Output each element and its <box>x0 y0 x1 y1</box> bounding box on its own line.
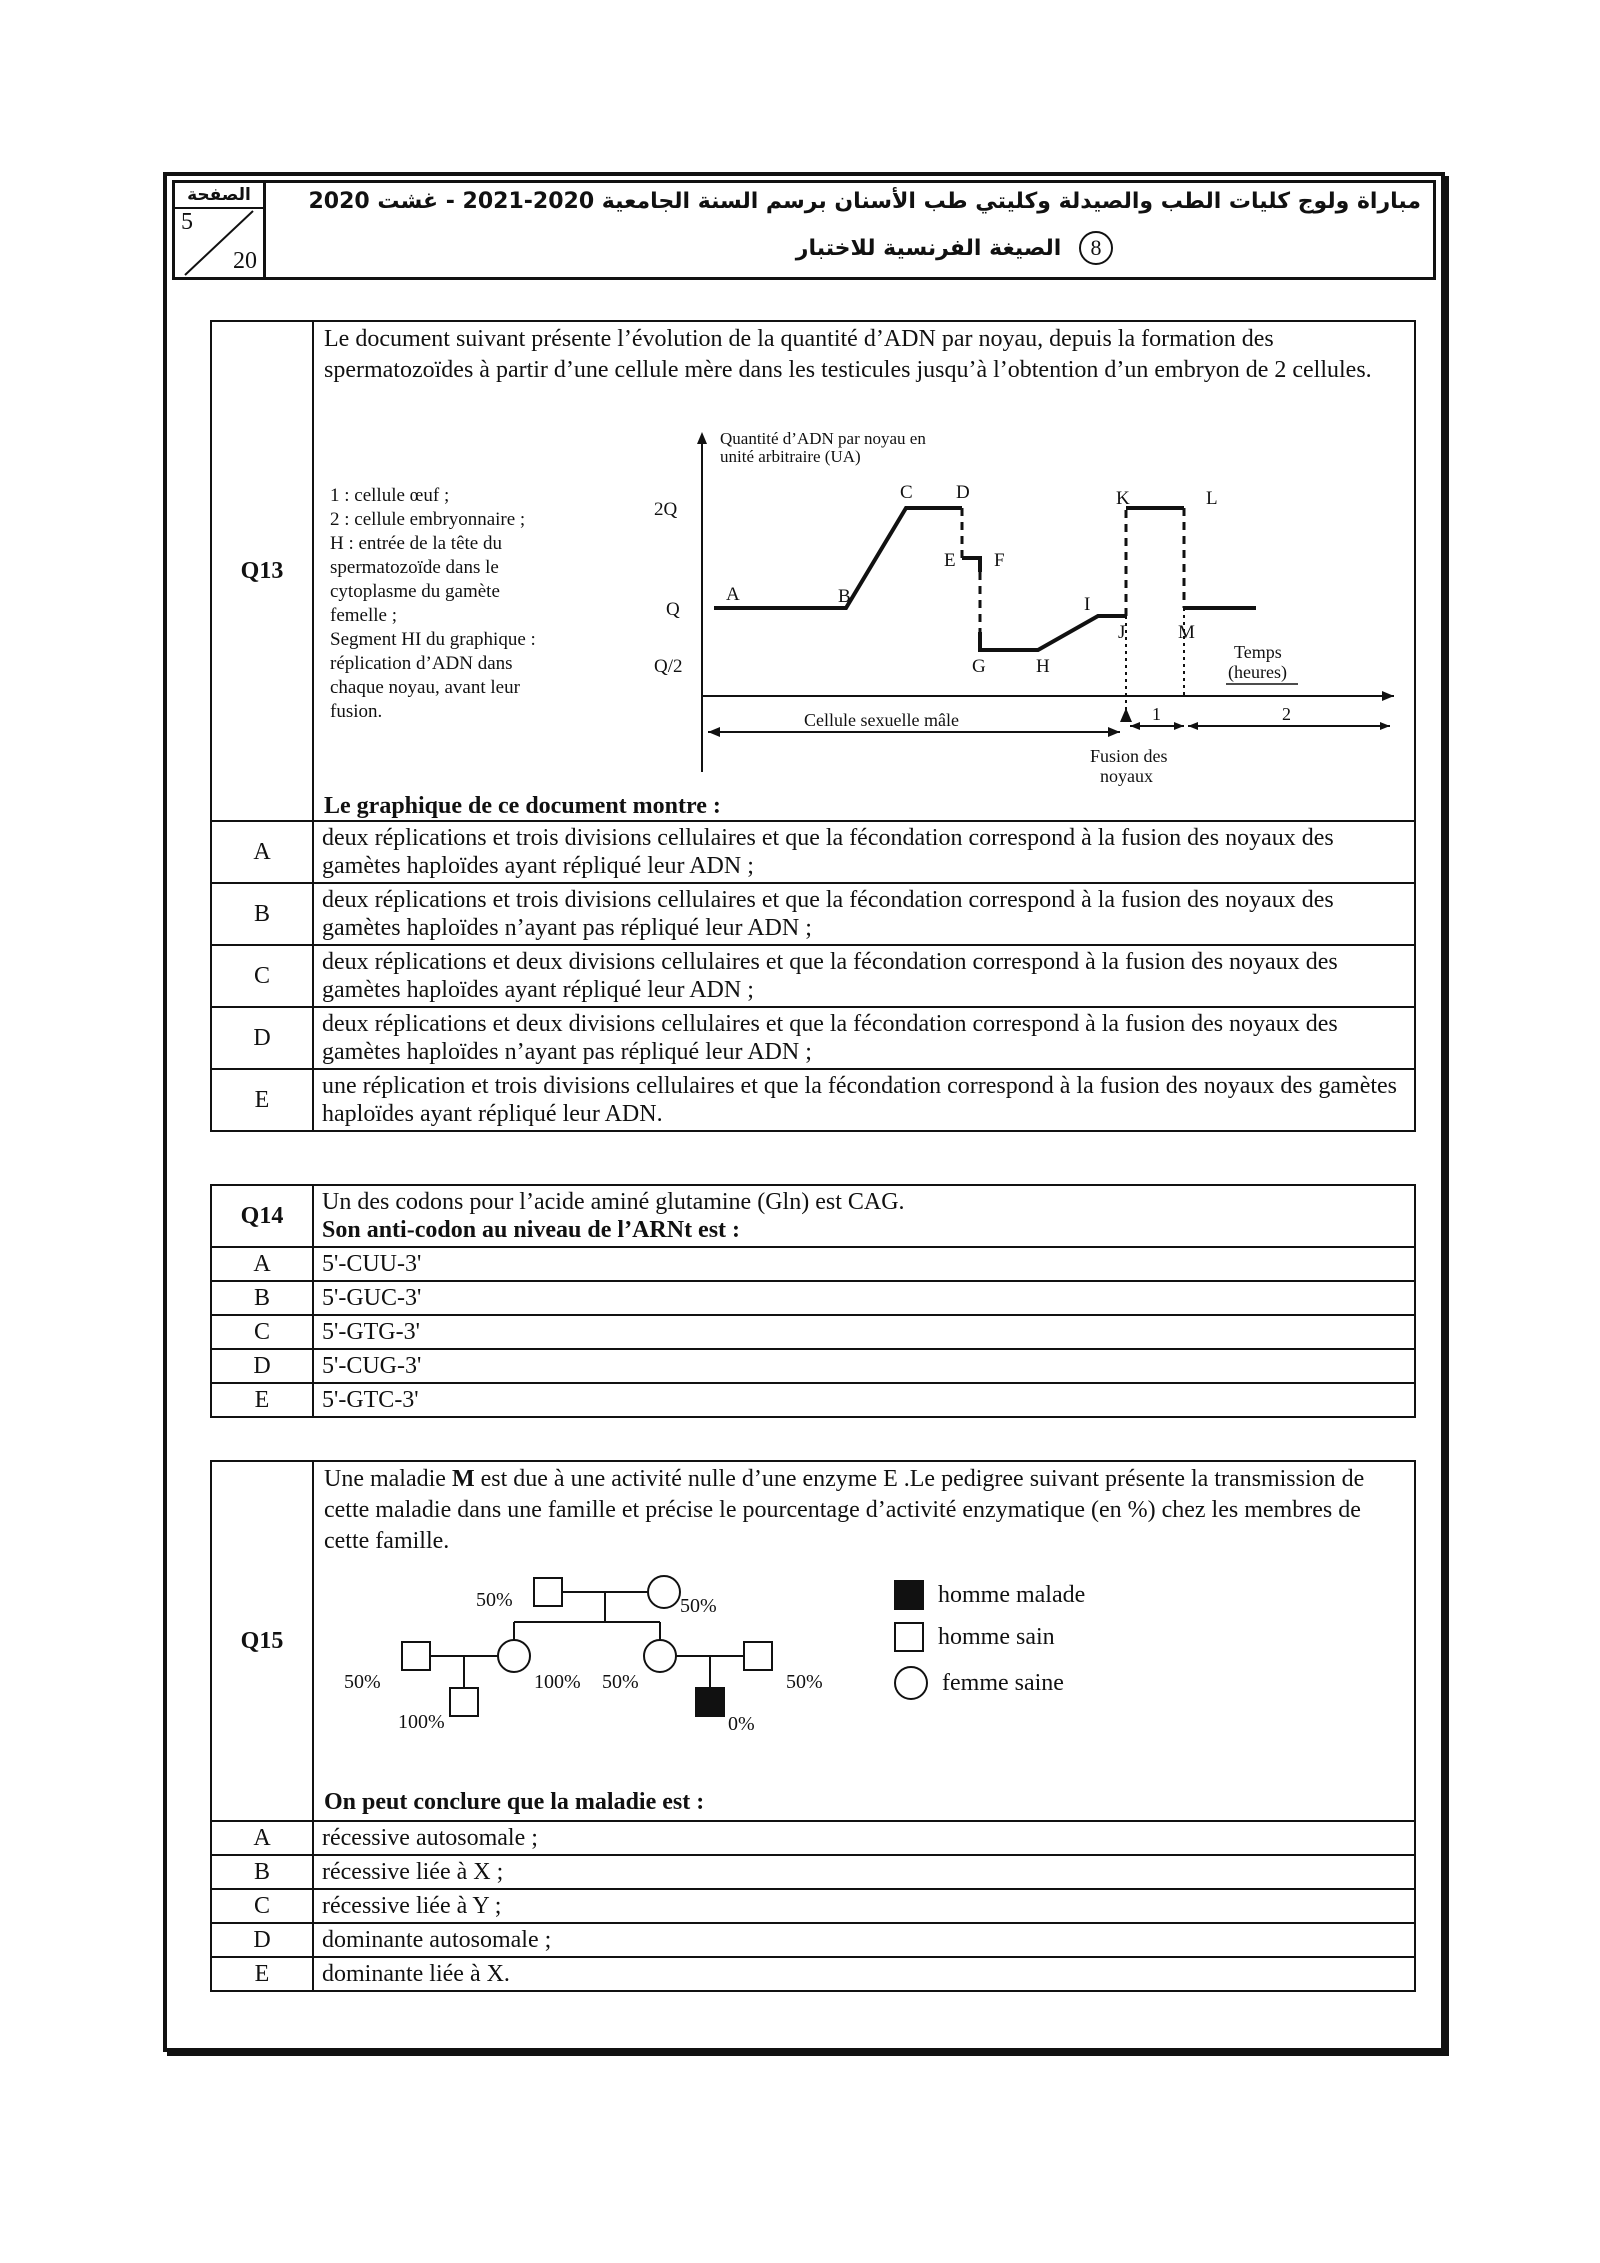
fusion-arrow <box>1120 708 1132 722</box>
disease-name: M <box>451 1466 475 1492</box>
point-label: J <box>1118 622 1126 643</box>
option-text[interactable]: deux réplications et trois divisions cellulaires et que la fécondation correspond à la fusion des noyaux des gamètes haploïdes ayant répliqué leur ADN ; <box>313 821 1415 883</box>
span-arrowhead <box>1174 722 1184 730</box>
y-tick-label: 2Q <box>654 499 678 520</box>
legend-line: 2 : cellule embryonnaire ; <box>330 509 526 530</box>
affected-child-symbol <box>696 1688 724 1716</box>
y-tick-label: Q/2 <box>654 656 683 677</box>
x-axis-label: Temps <box>1234 642 1282 662</box>
percent-label: 100% <box>398 1711 445 1733</box>
question-number: Q14 <box>211 1185 313 1247</box>
option-text[interactable]: dominante liée à X. <box>313 1957 1415 1991</box>
point-label: D <box>956 482 970 503</box>
healthy-male-icon <box>894 1622 924 1652</box>
question-15-intro <box>324 1464 1394 1557</box>
point-label: H <box>1036 656 1050 677</box>
option-text[interactable]: 5'-GTC-3' <box>313 1383 1415 1417</box>
percent-label: 50% <box>680 1595 717 1617</box>
legend-affected-male <box>894 1574 1085 1616</box>
option-label[interactable]: D <box>211 1923 313 1957</box>
option-label[interactable]: D <box>211 1349 313 1383</box>
legend-label: homme malade <box>938 1582 1086 1608</box>
exam-subtitle <box>796 231 1113 265</box>
option-label[interactable]: E <box>211 1069 313 1131</box>
legend-line: spermatozoïde dans le <box>330 557 499 578</box>
percent-label: 0% <box>728 1713 755 1735</box>
point-label: M <box>1178 622 1195 643</box>
point-label: L <box>1206 488 1218 509</box>
grandfather-symbol <box>534 1578 562 1606</box>
pedigree-legend <box>894 1574 1085 1708</box>
point-label: F <box>994 550 1005 571</box>
x-axis-label: (heures) <box>1228 662 1287 682</box>
y-axis-label: Quantité d’ADN par noyau en <box>720 432 926 448</box>
right-husband-symbol <box>744 1642 772 1670</box>
span-arrowhead <box>1380 722 1390 730</box>
affected-male-icon <box>894 1580 924 1610</box>
legend-line: cytoplasme du gamète <box>330 581 500 602</box>
question-15-body <box>313 1461 1415 1821</box>
grandmother-symbol <box>648 1576 680 1608</box>
x-axis-arrow <box>1382 691 1394 701</box>
option-text[interactable]: récessive liée à X ; <box>313 1855 1415 1889</box>
legend-line: fusion. <box>330 701 383 722</box>
question-15 <box>210 1460 1416 1992</box>
legend-line: chaque noyau, avant leur <box>330 677 520 698</box>
legend-line: réplication d’ADN dans <box>330 653 513 674</box>
span-arrowhead <box>708 727 720 737</box>
question-13-intro: Le document suivant présente l’évolution de la quantité d’ADN par noyau, depuis la formation des spermatozoïdes à partir d’une cellule mère dans les testicules jusqu’à l’obtention d’un embryon de 2 cellules. <box>324 326 1372 383</box>
question-13-prompt: Le graphique de ce document montre : <box>324 793 721 819</box>
male-cell-label: Cellule sexuelle mâle <box>804 710 959 730</box>
point-label: I <box>1084 594 1091 615</box>
question-13-body <box>313 321 1415 821</box>
option-text[interactable]: deux réplications et deux divisions cellulaires et que la fécondation correspond à la fusion des noyaux des gamètes haploïdes ayant répliqué leur ADN ; <box>313 945 1415 1007</box>
graph-legend <box>330 484 600 724</box>
point-label: B <box>838 586 851 607</box>
option-label[interactable]: D <box>211 1007 313 1069</box>
percent-label: 50% <box>786 1671 823 1693</box>
question-13 <box>210 320 1416 1132</box>
dna-curve <box>980 616 1126 650</box>
y-tick-label: Q <box>666 599 680 620</box>
option-text[interactable]: deux réplications et deux divisions cellulaires et que la fécondation correspond à la fusion des noyaux des gamètes haploïdes n’ayant pas répliqué leur ADN ; <box>313 1007 1415 1069</box>
span-arrowhead <box>1130 722 1140 730</box>
exam-title: مباراة ولوج كليات الطب والصيدلة وكليتي طب الأسنان برسم السنة الجامعية 2020-2021 - غشت 2020 <box>308 189 1421 214</box>
option-text[interactable]: 5'-GTG-3' <box>313 1315 1415 1349</box>
healthy-female-icon <box>894 1666 928 1700</box>
question-number: Q15 <box>211 1461 313 1821</box>
percent-label: 50% <box>476 1589 513 1611</box>
option-label[interactable]: B <box>211 883 313 945</box>
exam-header <box>172 180 1436 280</box>
phase-1-label: 1 <box>1152 704 1161 724</box>
left-daughter-symbol <box>498 1640 530 1672</box>
option-text[interactable]: 5'-GUC-3' <box>313 1281 1415 1315</box>
dna-quantity-graph <box>614 432 1394 792</box>
point-label: G <box>972 656 986 677</box>
fusion-label: Fusion des <box>1090 746 1168 766</box>
point-label: E <box>944 550 956 571</box>
exam-subtitle-text: الصيغة الفرنسية للاختبار <box>795 236 1062 261</box>
point-label: K <box>1116 488 1130 509</box>
question-14-body <box>313 1185 1415 1247</box>
legend-line: femelle ; <box>330 605 397 626</box>
option-text[interactable]: 5'-CUG-3' <box>313 1349 1415 1383</box>
option-text[interactable]: deux réplications et trois divisions cellulaires et que la fécondation correspond à la fusion des noyaux des gamètes haploïdes n’ayant pas répliqué leur ADN ; <box>313 883 1415 945</box>
option-label[interactable]: A <box>211 1247 313 1281</box>
span-arrowhead <box>1108 727 1120 737</box>
legend-label: homme sain <box>938 1624 1055 1650</box>
page-number-box <box>175 183 266 277</box>
legend-line: H : entrée de la tête du <box>330 533 502 554</box>
question-14 <box>210 1184 1416 1418</box>
option-label[interactable]: A <box>211 1821 313 1855</box>
option-label[interactable]: C <box>211 1315 313 1349</box>
question-15-prompt: On peut conclure que la maladie est : <box>324 1789 705 1815</box>
option-label[interactable]: C <box>211 1889 313 1923</box>
option-text[interactable]: récessive liée à Y ; <box>313 1889 1415 1923</box>
legend-line: 1 : cellule œuf ; <box>330 485 450 506</box>
dna-curve <box>962 558 980 572</box>
option-text[interactable]: récessive autosomale ; <box>313 1821 1415 1855</box>
phase-2-label: 2 <box>1282 704 1291 724</box>
option-text[interactable]: 5'-CUU-3' <box>313 1247 1415 1281</box>
page-number: 5 <box>181 209 193 235</box>
page-total: 20 <box>233 248 257 274</box>
intro-text: est due à une activité nulle d’une enzyme E .Le pedigree suivant présente la transmission de cette maladie dans une famille et précise le pourcentage d’activité enzymatique (en %) chez les membres de cette famille. <box>324 1466 1365 1554</box>
question-14-prompt: Son anti-codon au niveau de l’ARNt est : <box>322 1217 741 1243</box>
legend-healthy-female <box>894 1658 1085 1708</box>
fusion-label: noyaux <box>1100 766 1153 786</box>
question-number: Q13 <box>211 321 313 821</box>
legend-line: Segment HI du graphique : <box>330 629 536 650</box>
exam-version-circle: 8 <box>1079 231 1113 265</box>
option-text[interactable]: dominante autosomale ; <box>313 1923 1415 1957</box>
pedigree-chart <box>324 1570 924 1750</box>
option-label[interactable]: A <box>211 821 313 883</box>
legend-label: femme saine <box>942 1670 1064 1696</box>
page-label: الصفحة <box>175 183 263 209</box>
legend-healthy-male <box>894 1616 1085 1658</box>
option-label[interactable]: C <box>211 945 313 1007</box>
option-label[interactable]: B <box>211 1281 313 1315</box>
option-label[interactable]: E <box>211 1383 313 1417</box>
right-daughter-symbol <box>644 1640 676 1672</box>
span-arrowhead <box>1188 722 1198 730</box>
left-child-symbol <box>450 1688 478 1716</box>
option-label[interactable]: B <box>211 1855 313 1889</box>
y-axis-arrow <box>697 432 707 444</box>
left-husband-symbol <box>402 1642 430 1670</box>
point-label: A <box>726 584 740 605</box>
point-label: C <box>900 482 913 503</box>
question-14-intro: Un des codons pour l’acide aminé glutamine (Gln) est CAG. <box>322 1189 905 1215</box>
percent-label: 100% <box>534 1671 581 1693</box>
intro-text: Une maladie <box>324 1466 452 1492</box>
percent-label: 50% <box>602 1671 639 1693</box>
percent-label: 50% <box>344 1671 381 1693</box>
y-axis-label: unité arbitraire (UA) <box>720 447 861 466</box>
option-text[interactable]: une réplication et trois divisions cellulaires et que la fécondation correspond à la fusion des noyaux des gamètes haploïdes ayant répliqué leur ADN. <box>313 1069 1415 1131</box>
option-label[interactable]: E <box>211 1957 313 1991</box>
